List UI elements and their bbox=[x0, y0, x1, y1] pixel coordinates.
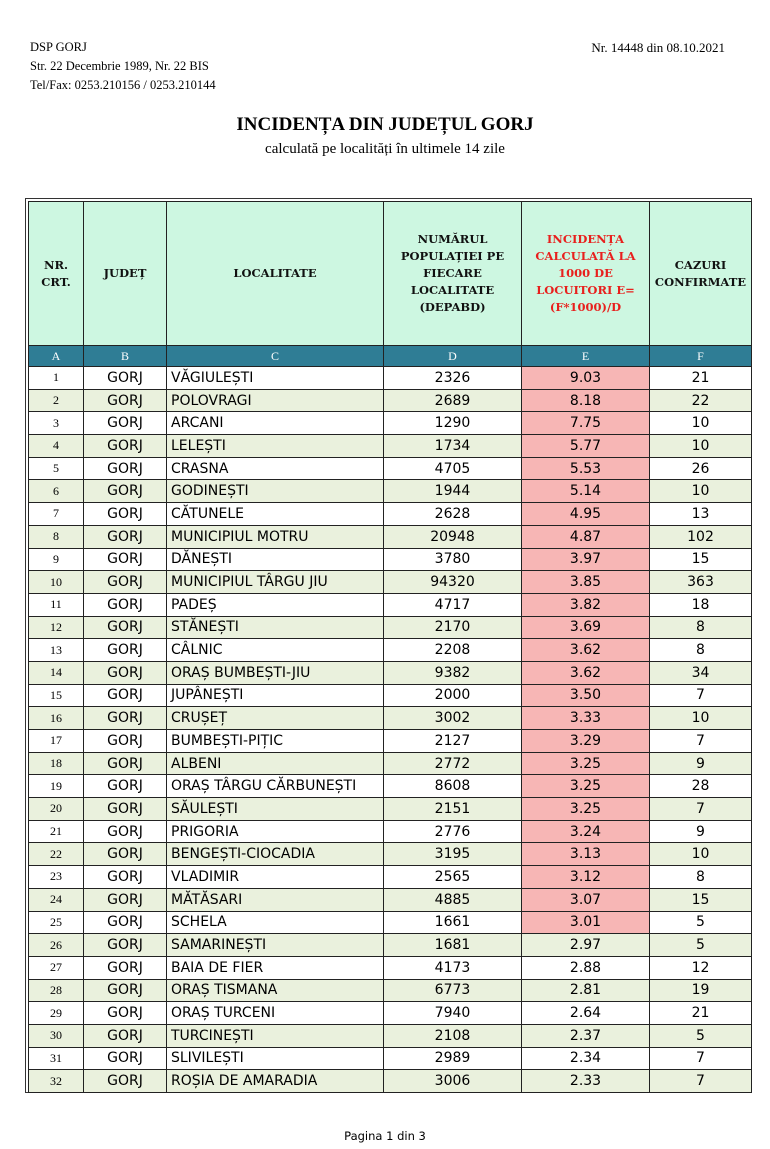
cell-nr: 28 bbox=[29, 979, 84, 1002]
cell-cazuri: 8 bbox=[650, 616, 752, 639]
cell-localitate: VĂGIULEȘTI bbox=[167, 367, 384, 390]
cell-judet: GORJ bbox=[84, 367, 167, 390]
table-row bbox=[29, 480, 752, 503]
cell-populatie: 2776 bbox=[384, 820, 522, 843]
cell-judet: GORJ bbox=[84, 843, 167, 866]
cell-incidenta: 3.85 bbox=[522, 571, 650, 594]
org-name: DSP GORJ bbox=[30, 40, 87, 54]
cell-cazuri: 10 bbox=[650, 480, 752, 503]
cell-populatie: 1290 bbox=[384, 412, 522, 435]
cell-localitate: LELEȘTI bbox=[167, 435, 384, 458]
table-row bbox=[29, 888, 752, 911]
cell-cazuri: 7 bbox=[650, 1047, 752, 1070]
cell-populatie: 2772 bbox=[384, 752, 522, 775]
cell-judet: GORJ bbox=[84, 1070, 167, 1093]
cell-judet: GORJ bbox=[84, 1024, 167, 1047]
cell-populatie: 4717 bbox=[384, 593, 522, 616]
cell-cazuri: 28 bbox=[650, 775, 752, 798]
cell-nr: 19 bbox=[29, 775, 84, 798]
cell-nr: 16 bbox=[29, 707, 84, 730]
cell-judet: GORJ bbox=[84, 979, 167, 1002]
cell-localitate: JUPÂNEȘTI bbox=[167, 684, 384, 707]
cell-incidenta: 3.50 bbox=[522, 684, 650, 707]
cell-incidenta: 2.97 bbox=[522, 934, 650, 957]
table-row bbox=[29, 457, 752, 480]
cell-judet: GORJ bbox=[84, 616, 167, 639]
table-row bbox=[29, 775, 752, 798]
cell-localitate: STĂNEȘTI bbox=[167, 616, 384, 639]
cell-nr: 4 bbox=[29, 435, 84, 458]
cell-populatie: 3002 bbox=[384, 707, 522, 730]
cell-judet: GORJ bbox=[84, 661, 167, 684]
cell-localitate: ORAȘ TURCENI bbox=[167, 1002, 384, 1025]
cell-incidenta: 2.81 bbox=[522, 979, 650, 1002]
cell-localitate: POLOVRAGI bbox=[167, 389, 384, 412]
cell-localitate: TURCINEȘTI bbox=[167, 1024, 384, 1047]
cell-populatie: 9382 bbox=[384, 661, 522, 684]
cell-cazuri: 5 bbox=[650, 934, 752, 957]
cell-nr: 10 bbox=[29, 571, 84, 594]
cell-nr: 5 bbox=[29, 457, 84, 480]
cell-nr: 24 bbox=[29, 888, 84, 911]
cell-localitate: GODINEȘTI bbox=[167, 480, 384, 503]
cell-nr: 6 bbox=[29, 480, 84, 503]
header-populatie: NUMĂRUL POPULAȚIEI PE FIECARE LOCALITATE (DEPABD) bbox=[384, 202, 522, 346]
cell-cazuri: 10 bbox=[650, 707, 752, 730]
cell-cazuri: 363 bbox=[650, 571, 752, 594]
cell-nr: 30 bbox=[29, 1024, 84, 1047]
page-footer: Pagina 1 din 3 bbox=[344, 1129, 426, 1143]
table-row bbox=[29, 843, 752, 866]
cell-nr: 26 bbox=[29, 934, 84, 957]
cell-cazuri: 21 bbox=[650, 367, 752, 390]
cell-localitate: MĂTĂSARI bbox=[167, 888, 384, 911]
table-row bbox=[29, 435, 752, 458]
table-row bbox=[29, 503, 752, 526]
cell-cazuri: 7 bbox=[650, 1070, 752, 1093]
cell-localitate: PRIGORIA bbox=[167, 820, 384, 843]
cell-populatie: 2326 bbox=[384, 367, 522, 390]
cell-populatie: 3006 bbox=[384, 1070, 522, 1093]
cell-incidenta: 3.62 bbox=[522, 639, 650, 662]
cell-localitate: PADEȘ bbox=[167, 593, 384, 616]
cell-cazuri: 10 bbox=[650, 435, 752, 458]
cell-nr: 13 bbox=[29, 639, 84, 662]
cell-localitate: CÂLNIC bbox=[167, 639, 384, 662]
table-row bbox=[29, 1002, 752, 1025]
cell-localitate: SCHELA bbox=[167, 911, 384, 934]
cell-incidenta: 3.01 bbox=[522, 911, 650, 934]
cell-cazuri: 21 bbox=[650, 1002, 752, 1025]
table-row bbox=[29, 979, 752, 1002]
cell-cazuri: 7 bbox=[650, 684, 752, 707]
page-title: INCIDENȚA DIN JUDEȚUL GORJ bbox=[236, 114, 534, 135]
cell-populatie: 3780 bbox=[384, 548, 522, 571]
cell-cazuri: 7 bbox=[650, 798, 752, 821]
table-row bbox=[29, 412, 752, 435]
cell-populatie: 1944 bbox=[384, 480, 522, 503]
cell-incidenta: 3.12 bbox=[522, 866, 650, 889]
cell-populatie: 3195 bbox=[384, 843, 522, 866]
cell-judet: GORJ bbox=[84, 389, 167, 412]
cell-nr: 3 bbox=[29, 412, 84, 435]
table-row bbox=[29, 1024, 752, 1047]
column-letter: C bbox=[167, 346, 384, 367]
cell-judet: GORJ bbox=[84, 548, 167, 571]
cell-nr: 23 bbox=[29, 866, 84, 889]
cell-populatie: 2000 bbox=[384, 684, 522, 707]
cell-incidenta: 7.75 bbox=[522, 412, 650, 435]
table-row bbox=[29, 820, 752, 843]
cell-populatie: 2989 bbox=[384, 1047, 522, 1070]
cell-judet: GORJ bbox=[84, 435, 167, 458]
table-row bbox=[29, 730, 752, 753]
table-row bbox=[29, 1070, 752, 1093]
cell-populatie: 94320 bbox=[384, 571, 522, 594]
cell-judet: GORJ bbox=[84, 956, 167, 979]
table-row bbox=[29, 934, 752, 957]
cell-localitate: SLIVILEȘTI bbox=[167, 1047, 384, 1070]
cell-populatie: 7940 bbox=[384, 1002, 522, 1025]
cell-judet: GORJ bbox=[84, 593, 167, 616]
org-phone: Tel/Fax: 0253.210156 / 0253.210144 bbox=[30, 78, 216, 92]
cell-localitate: CRUȘEȚ bbox=[167, 707, 384, 730]
cell-localitate: CĂTUNELE bbox=[167, 503, 384, 526]
column-letter: B bbox=[84, 346, 167, 367]
column-letter-row bbox=[29, 346, 752, 367]
cell-judet: GORJ bbox=[84, 730, 167, 753]
cell-cazuri: 12 bbox=[650, 956, 752, 979]
cell-judet: GORJ bbox=[84, 1002, 167, 1025]
cell-localitate: ROȘIA DE AMARADIA bbox=[167, 1070, 384, 1093]
cell-localitate: SĂULEȘTI bbox=[167, 798, 384, 821]
cell-populatie: 6773 bbox=[384, 979, 522, 1002]
cell-nr: 14 bbox=[29, 661, 84, 684]
cell-incidenta: 5.77 bbox=[522, 435, 650, 458]
cell-judet: GORJ bbox=[84, 525, 167, 548]
header-judet: JUDEȚ bbox=[84, 202, 167, 346]
cell-populatie: 2127 bbox=[384, 730, 522, 753]
cell-localitate: MUNICIPIUL MOTRU bbox=[167, 525, 384, 548]
cell-judet: GORJ bbox=[84, 911, 167, 934]
table-row bbox=[29, 639, 752, 662]
cell-nr: 9 bbox=[29, 548, 84, 571]
table-row bbox=[29, 571, 752, 594]
cell-nr: 29 bbox=[29, 1002, 84, 1025]
cell-populatie: 2170 bbox=[384, 616, 522, 639]
cell-cazuri: 26 bbox=[650, 457, 752, 480]
cell-cazuri: 9 bbox=[650, 820, 752, 843]
cell-cazuri: 19 bbox=[650, 979, 752, 1002]
cell-localitate: CRASNA bbox=[167, 457, 384, 480]
cell-localitate: VLADIMIR bbox=[167, 866, 384, 889]
cell-localitate: MUNICIPIUL TÂRGU JIU bbox=[167, 571, 384, 594]
table-row bbox=[29, 752, 752, 775]
column-letter: A bbox=[29, 346, 84, 367]
table-row bbox=[29, 593, 752, 616]
cell-incidenta: 3.24 bbox=[522, 820, 650, 843]
cell-incidenta: 5.53 bbox=[522, 457, 650, 480]
table-row bbox=[29, 866, 752, 889]
cell-nr: 17 bbox=[29, 730, 84, 753]
cell-cazuri: 102 bbox=[650, 525, 752, 548]
cell-incidenta: 4.95 bbox=[522, 503, 650, 526]
cell-populatie: 2565 bbox=[384, 866, 522, 889]
cell-judet: GORJ bbox=[84, 934, 167, 957]
cell-populatie: 2689 bbox=[384, 389, 522, 412]
cell-nr: 25 bbox=[29, 911, 84, 934]
cell-localitate: ORAȘ BUMBEȘTI-JIU bbox=[167, 661, 384, 684]
cell-nr: 11 bbox=[29, 593, 84, 616]
cell-incidenta: 2.33 bbox=[522, 1070, 650, 1093]
cell-cazuri: 10 bbox=[650, 412, 752, 435]
cell-nr: 27 bbox=[29, 956, 84, 979]
cell-incidenta: 5.14 bbox=[522, 480, 650, 503]
cell-incidenta: 2.37 bbox=[522, 1024, 650, 1047]
cell-nr: 18 bbox=[29, 752, 84, 775]
cell-incidenta: 3.29 bbox=[522, 730, 650, 753]
cell-localitate: BAIA DE FIER bbox=[167, 956, 384, 979]
cell-incidenta: 2.88 bbox=[522, 956, 650, 979]
cell-cazuri: 22 bbox=[650, 389, 752, 412]
document-number: Nr. 14448 din 08.10.2021 bbox=[591, 40, 725, 55]
cell-judet: GORJ bbox=[84, 684, 167, 707]
table-row bbox=[29, 1047, 752, 1070]
header-row bbox=[29, 202, 752, 346]
table-row bbox=[29, 367, 752, 390]
cell-localitate: ORAȘ TISMANA bbox=[167, 979, 384, 1002]
cell-cazuri: 15 bbox=[650, 888, 752, 911]
table-row bbox=[29, 389, 752, 412]
cell-cazuri: 18 bbox=[650, 593, 752, 616]
table-row bbox=[29, 684, 752, 707]
cell-localitate: BUMBEȘTI-PIȚIC bbox=[167, 730, 384, 753]
table-row bbox=[29, 548, 752, 571]
cell-localitate: SAMARINEȘTI bbox=[167, 934, 384, 957]
cell-nr: 31 bbox=[29, 1047, 84, 1070]
table-row bbox=[29, 956, 752, 979]
cell-judet: GORJ bbox=[84, 775, 167, 798]
cell-incidenta: 3.69 bbox=[522, 616, 650, 639]
table-row bbox=[29, 661, 752, 684]
cell-populatie: 4173 bbox=[384, 956, 522, 979]
cell-nr: 12 bbox=[29, 616, 84, 639]
cell-incidenta: 3.25 bbox=[522, 752, 650, 775]
cell-judet: GORJ bbox=[84, 571, 167, 594]
cell-localitate: ORAȘ TÂRGU CĂRBUNEȘTI bbox=[167, 775, 384, 798]
table-row bbox=[29, 911, 752, 934]
cell-incidenta: 3.62 bbox=[522, 661, 650, 684]
cell-populatie: 2208 bbox=[384, 639, 522, 662]
cell-judet: GORJ bbox=[84, 412, 167, 435]
cell-nr: 7 bbox=[29, 503, 84, 526]
cell-cazuri: 15 bbox=[650, 548, 752, 571]
cell-nr: 21 bbox=[29, 820, 84, 843]
cell-incidenta: 3.82 bbox=[522, 593, 650, 616]
header-incidenta: INCIDENȚA CALCULATĂ LA 1000 DE LOCUITORI E=(F*1000)/D bbox=[522, 202, 650, 346]
cell-localitate: ARCANI bbox=[167, 412, 384, 435]
cell-incidenta: 9.03 bbox=[522, 367, 650, 390]
cell-localitate: ALBENI bbox=[167, 752, 384, 775]
cell-populatie: 8608 bbox=[384, 775, 522, 798]
page-subtitle: calculată pe localități în ultimele 14 zile bbox=[265, 141, 505, 157]
cell-nr: 2 bbox=[29, 389, 84, 412]
cell-nr: 32 bbox=[29, 1070, 84, 1093]
cell-incidenta: 3.25 bbox=[522, 798, 650, 821]
cell-cazuri: 34 bbox=[650, 661, 752, 684]
cell-populatie: 1734 bbox=[384, 435, 522, 458]
table-row bbox=[29, 798, 752, 821]
org-block bbox=[30, 38, 216, 95]
cell-incidenta: 3.07 bbox=[522, 888, 650, 911]
cell-nr: 20 bbox=[29, 798, 84, 821]
cell-incidenta: 3.97 bbox=[522, 548, 650, 571]
cell-incidenta: 4.87 bbox=[522, 525, 650, 548]
cell-judet: GORJ bbox=[84, 888, 167, 911]
incidence-table bbox=[28, 201, 752, 1093]
cell-populatie: 2628 bbox=[384, 503, 522, 526]
header-cazuri: CAZURI CONFIRMATE bbox=[650, 202, 752, 346]
cell-localitate: BENGEȘTI-CIOCADIA bbox=[167, 843, 384, 866]
cell-populatie: 2108 bbox=[384, 1024, 522, 1047]
cell-cazuri: 7 bbox=[650, 730, 752, 753]
cell-judet: GORJ bbox=[84, 798, 167, 821]
cell-cazuri: 10 bbox=[650, 843, 752, 866]
org-address: Str. 22 Decembrie 1989, Nr. 22 BIS bbox=[30, 59, 209, 73]
cell-cazuri: 8 bbox=[650, 866, 752, 889]
cell-cazuri: 13 bbox=[650, 503, 752, 526]
cell-incidenta: 2.34 bbox=[522, 1047, 650, 1070]
header-localitate: LOCALITATE bbox=[167, 202, 384, 346]
cell-judet: GORJ bbox=[84, 457, 167, 480]
cell-localitate: DĂNEȘTI bbox=[167, 548, 384, 571]
cell-populatie: 4885 bbox=[384, 888, 522, 911]
column-letter: F bbox=[650, 346, 752, 367]
table-row bbox=[29, 707, 752, 730]
cell-judet: GORJ bbox=[84, 820, 167, 843]
cell-cazuri: 9 bbox=[650, 752, 752, 775]
column-letter: D bbox=[384, 346, 522, 367]
table-row bbox=[29, 616, 752, 639]
cell-populatie: 1681 bbox=[384, 934, 522, 957]
cell-incidenta: 2.64 bbox=[522, 1002, 650, 1025]
cell-incidenta: 3.33 bbox=[522, 707, 650, 730]
table-body bbox=[29, 367, 752, 1093]
cell-nr: 22 bbox=[29, 843, 84, 866]
cell-cazuri: 5 bbox=[650, 911, 752, 934]
cell-nr: 8 bbox=[29, 525, 84, 548]
cell-incidenta: 8.18 bbox=[522, 389, 650, 412]
cell-judet: GORJ bbox=[84, 866, 167, 889]
cell-cazuri: 8 bbox=[650, 639, 752, 662]
cell-judet: GORJ bbox=[84, 503, 167, 526]
cell-judet: GORJ bbox=[84, 1047, 167, 1070]
cell-populatie: 4705 bbox=[384, 457, 522, 480]
cell-populatie: 1661 bbox=[384, 911, 522, 934]
cell-populatie: 20948 bbox=[384, 525, 522, 548]
cell-judet: GORJ bbox=[84, 707, 167, 730]
cell-incidenta: 3.25 bbox=[522, 775, 650, 798]
cell-judet: GORJ bbox=[84, 639, 167, 662]
cell-cazuri: 5 bbox=[650, 1024, 752, 1047]
header-nr: NR. CRT. bbox=[29, 202, 84, 346]
table-row bbox=[29, 525, 752, 548]
cell-nr: 1 bbox=[29, 367, 84, 390]
cell-judet: GORJ bbox=[84, 752, 167, 775]
cell-judet: GORJ bbox=[84, 480, 167, 503]
cell-populatie: 2151 bbox=[384, 798, 522, 821]
cell-incidenta: 3.13 bbox=[522, 843, 650, 866]
cell-nr: 15 bbox=[29, 684, 84, 707]
column-letter: E bbox=[522, 346, 650, 367]
